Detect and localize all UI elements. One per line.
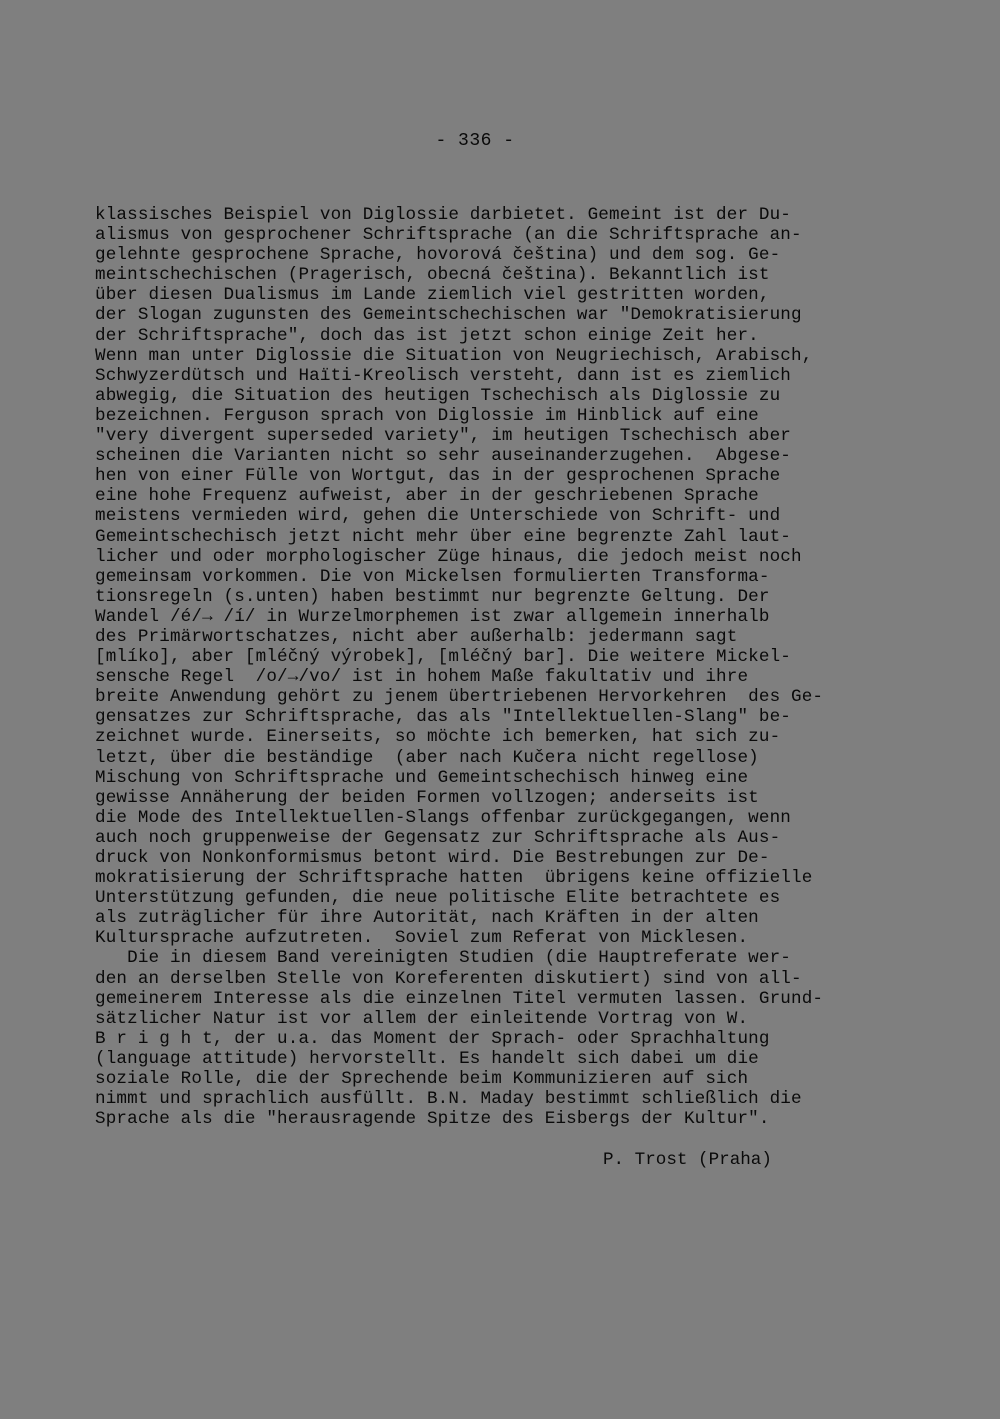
text-line: Unterstützung gefunden, die neue politische Elite betrachtete es xyxy=(95,888,781,909)
text-line: letzt, über die beständige (aber nach Kučera nicht regellose) xyxy=(95,747,759,768)
text-line: (language attitude) hervorstellt. Es handelt sich dabei um die xyxy=(95,1048,759,1069)
text-line: B r i g h t, der u.a. das Moment der Sprach- oder Sprachhaltung xyxy=(95,1028,770,1049)
text-line: Sprache als die "herausragende Spitze des Eisbergs der Kultur". xyxy=(95,1109,770,1130)
text-line: gelehnte gesprochene Sprache, hovorová čeština) und dem sog. Ge- xyxy=(95,245,781,266)
text-line: "very divergent superseded variety", im heutigen Tschechisch aber xyxy=(95,426,792,447)
text-line: meistens vermieden wird, gehen die Unterschiede von Schrift- und xyxy=(95,506,781,527)
text-line: Die in diesem Band vereinigten Studien (die Hauptreferate wer- xyxy=(95,948,792,969)
text-line: nimmt und sprachlich ausfüllt. B.N. Maday bestimmt schließlich die xyxy=(95,1089,802,1110)
text-line: bezeichnen. Ferguson sprach von Diglossie im Hinblick auf eine xyxy=(95,405,759,426)
page-number: - 336 - xyxy=(435,131,515,151)
text-line: des Primärwortschatzes, nicht aber außerhalb: jedermann sagt xyxy=(95,626,738,647)
text-line: licher und oder morphologischer Züge hinaus, die jedoch meist noch xyxy=(95,546,802,567)
text-line: gewisse Annäherung der beiden Formen vollzogen; anderseits ist xyxy=(95,787,759,808)
text-line: Wenn man unter Diglossie die Situation von Neugriechisch, Arabisch, xyxy=(95,345,813,366)
text-line: über diesen Dualismus im Lande ziemlich viel gestritten worden, xyxy=(95,285,770,306)
text-line: alismus von gesprochener Schriftsprache (an die Schriftsprache an- xyxy=(95,225,802,246)
text-line: druck von Nonkonformismus betont wird. Die Bestrebungen zur De- xyxy=(95,848,770,868)
text-line: eine hohe Frequenz aufweist, aber in der geschriebenen Sprache xyxy=(95,486,759,507)
text-line: der Schriftsprache", doch das ist jetzt schon einige Zeit her. xyxy=(95,325,759,346)
text-line: Mischung von Schriftsprache und Gemeintschechisch hinweg eine xyxy=(95,767,749,788)
text-line: gemeinsam vorkommen. Die von Mickelsen formulierten Transforma- xyxy=(95,566,770,587)
text-line: den an derselben Stelle von Koreferenten diskutiert) sind von all- xyxy=(95,968,802,989)
signature: P. Trost (Praha) xyxy=(603,1150,772,1170)
text-line: hen von einer Fülle von Wortgut, das in der gesprochenen Sprache xyxy=(95,466,781,487)
text-line: scheinen die Varianten nicht so sehr auseinanderzugehen. Abgese- xyxy=(95,446,792,467)
text-line: Gemeintschechisch jetzt nicht mehr über eine begrenzte Zahl laut- xyxy=(95,526,792,547)
text-line: [mlíko], aber [mléčný výrobek], [mléčný bar]. Die weitere Mickel- xyxy=(95,647,792,668)
text-line: breite Anwendung gehört zu jenem übertriebenen Hervorkehren des Ge- xyxy=(95,687,824,708)
text-line: Kultursprache aufzutreten. Soviel zum Referat von Micklesen. xyxy=(95,928,749,949)
text-line: zeichnet wurde. Einerseits, so möchte ich bemerken, hat sich zu- xyxy=(95,727,781,748)
text-line: die Mode des Intellektuellen-Slangs offenbar zurückgegangen, wenn xyxy=(95,807,792,828)
text-line: tionsregeln (s.unten) haben bestimmt nur begrenzte Geltung. Der xyxy=(95,586,770,607)
text-line: Schwyzerdütsch und Haïti-Kreolisch versteht, dann ist es ziemlich xyxy=(95,365,792,386)
text-line: gensatzes zur Schriftsprache, das als "Intellektuellen-Slang" be- xyxy=(95,707,792,728)
text-line: sätzlicher Natur ist vor allem der einleitende Vortrag von W. xyxy=(95,1008,749,1029)
text-line: sensche Regel /o/→/vo/ ist in hohem Maße fakultativ und ihre xyxy=(95,667,749,688)
text-line: meintschechischen (Pragerisch, obecná čeština). Bekanntlich ist xyxy=(95,265,770,286)
text-line: als zuträglicher für ihre Autorität, nach Kräften in der alten xyxy=(95,908,759,929)
body-text xyxy=(95,205,925,1129)
text-line: soziale Rolle, die der Sprechende beim Kommunizieren auf sich xyxy=(95,1069,749,1090)
text-line: mokratisierung der Schriftsprache hatten übrigens keine offizielle xyxy=(95,868,813,889)
text-line: auch noch gruppenweise der Gegensatz zur Schriftsprache als Aus- xyxy=(95,827,781,848)
text-line: der Slogan zugunsten des Gemeintschechischen war "Demokratisierung xyxy=(95,305,802,326)
text-line: Wandel /é/→ /í/ in Wurzelmorphemen ist zwar allgemein innerhalb xyxy=(95,606,770,627)
text-line: klassisches Beispiel von Diglossie darbietet. Gemeint ist der Du- xyxy=(95,205,792,225)
text-line: gemeinerem Interesse als die einzelnen Titel vermuten lassen. Grund- xyxy=(95,988,824,1009)
text-line: abwegig, die Situation des heutigen Tschechisch als Diglossie zu xyxy=(95,385,781,406)
